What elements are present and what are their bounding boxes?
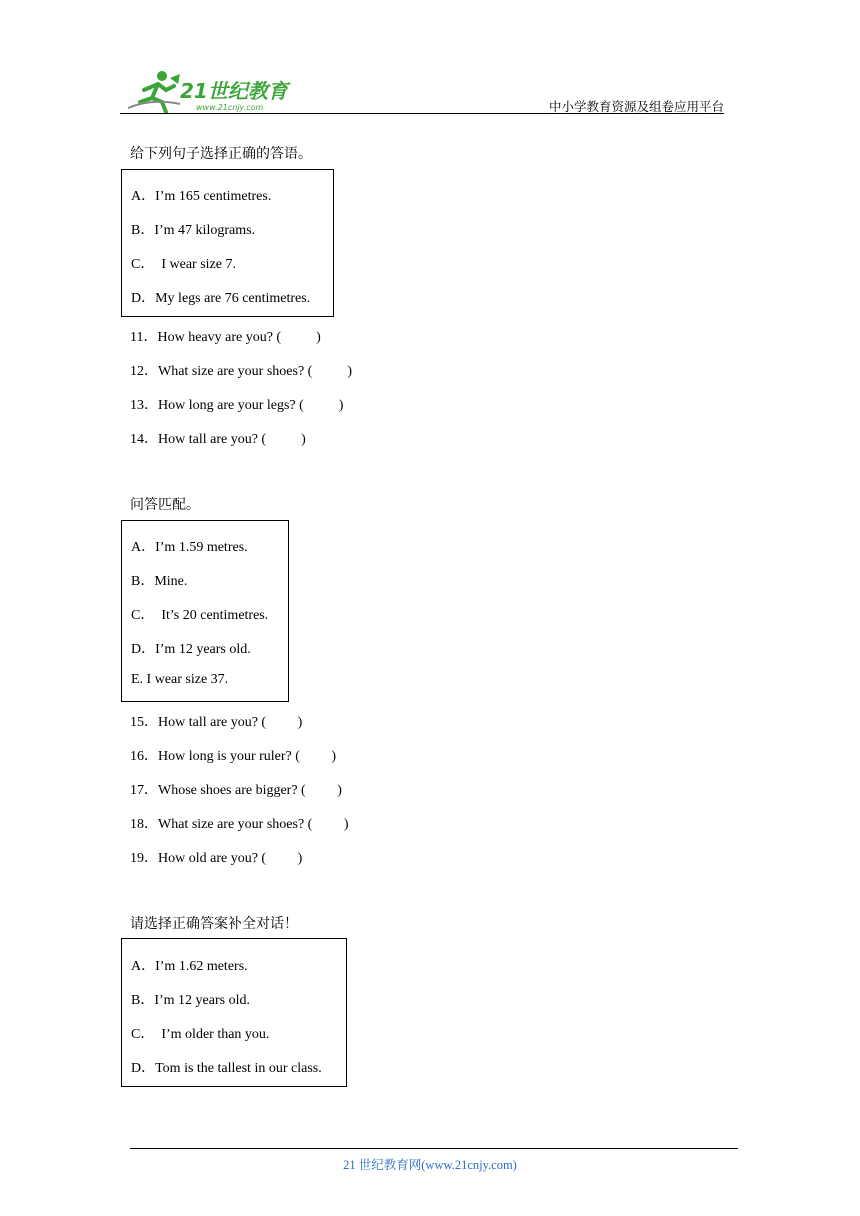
header-platform-text: 中小学教育资源及组卷应用平台 [548,100,724,114]
section-1-option-box [121,169,334,317]
question-11: 11．How heavy are you? ( ) [130,330,321,345]
footer-link[interactable]: 21 世纪教育网(www.21cnjy.com) [343,1158,517,1172]
question-14: 14．How tall are you? ( ) [130,432,306,447]
logo-text: 21世纪教育 [180,79,288,103]
option-e: E. I wear size 37. [131,672,229,687]
option-d: D．My legs are 76 centimetres. [131,291,311,306]
header-divider [120,113,724,114]
question-19: 19．How old are you? ( ) [130,851,303,866]
page-header [120,68,724,114]
section-1-instruction: 给下列句子选择正确的答语。 [130,147,312,162]
logo-url: www.21cnjy.com [196,103,264,112]
question-15: 15．How tall are you? ( ) [130,715,303,730]
option-d: D．Tom is the tallest in our class. [131,1061,322,1076]
option-a: A．I’m 165 centimetres. [131,189,272,204]
footer-divider [130,1148,738,1149]
question-18: 18．What size are your shoes? ( ) [130,817,349,832]
question-12: 12．What size are your shoes? ( ) [130,364,352,379]
option-d: D．I’m 12 years old. [131,642,251,657]
question-17: 17．Whose shoes are bigger? ( ) [130,783,342,798]
option-b: B．I’m 47 kilograms. [131,223,256,238]
site-logo [122,68,292,114]
option-a: A．I’m 1.62 meters. [131,959,248,974]
option-a: A．I’m 1.59 metres. [131,540,248,555]
section-3-instruction: 请选择正确答案补全对话！ [130,917,298,932]
option-b: B．Mine. [131,574,188,589]
section-2-instruction: 问答匹配。 [130,498,200,513]
question-13: 13．How long are your legs? ( ) [130,398,344,413]
option-b: B．I’m 12 years old. [131,993,250,1008]
section-3-option-box [121,938,347,1087]
option-c: C． I’m older than you. [131,1027,270,1042]
section-2-option-box [121,520,289,702]
question-16: 16．How long is your ruler? ( ) [130,749,337,764]
option-c: C． It’s 20 centimetres. [131,608,269,623]
option-c: C． I wear size 7. [131,257,236,272]
